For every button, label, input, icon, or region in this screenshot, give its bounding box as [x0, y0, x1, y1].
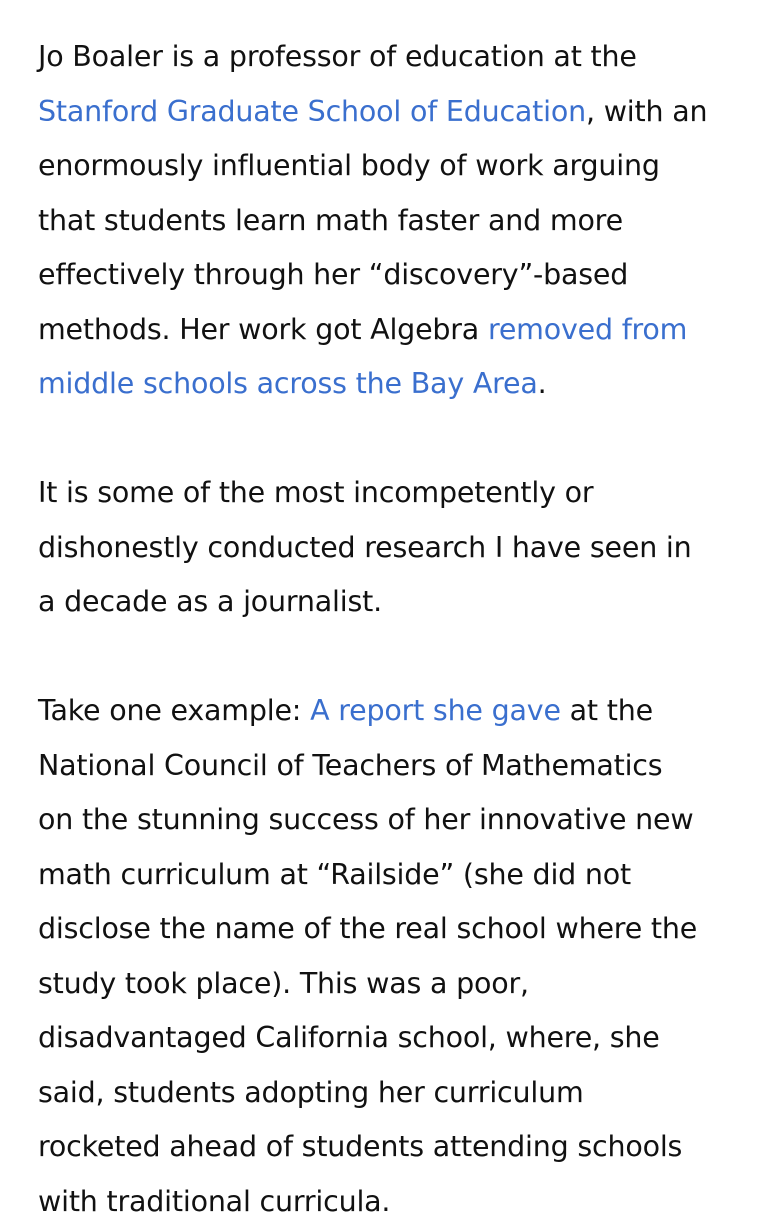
text-line: effectively through her “discovery”-based	[38, 248, 758, 303]
text-line: rocketed ahead of students attending schools	[38, 1120, 758, 1175]
text-fragment: Take one example:	[38, 694, 310, 727]
text-fragment: at the	[561, 694, 653, 727]
link-removed-from-middle-schools-cont[interactable]: middle schools across the Bay Area	[38, 367, 538, 400]
text-line: that students learn math faster and more	[38, 194, 758, 249]
text-line: said, students adopting her curriculum	[38, 1066, 758, 1121]
link-removed-from-middle-schools[interactable]: removed from	[488, 313, 687, 346]
text-line	[38, 684, 758, 739]
text-line: enormously influential body of work arguing	[38, 139, 758, 194]
paragraph-intro	[38, 30, 758, 412]
text-line	[38, 85, 758, 140]
paragraph-critique	[38, 466, 758, 630]
text-fragment: .	[538, 367, 547, 400]
paragraph-example	[38, 684, 758, 1229]
text-line: on the stunning success of her innovative new	[38, 793, 758, 848]
link-report-she-gave[interactable]: A report she gave	[310, 694, 561, 727]
text-line: National Council of Teachers of Mathematics	[38, 739, 758, 794]
text-line: study took place). This was a poor,	[38, 957, 758, 1012]
text-line: math curriculum at “Railside” (she did not	[38, 848, 758, 903]
link-stanford-gse[interactable]: Stanford Graduate School of Education	[38, 95, 586, 128]
text-line: disclose the name of the real school where the	[38, 902, 758, 957]
text-fragment: methods. Her work got Algebra	[38, 313, 488, 346]
text-line: disadvantaged California school, where, she	[38, 1011, 758, 1066]
text-line	[38, 303, 758, 358]
text-line: a decade as a journalist.	[38, 575, 758, 630]
text-line: dishonestly conducted research I have seen in	[38, 521, 758, 576]
text-line: It is some of the most incompetently or	[38, 466, 758, 521]
text-line: with traditional curricula.	[38, 1175, 758, 1229]
text-fragment: , with an	[586, 95, 707, 128]
article-body	[38, 30, 758, 1229]
text-line: Jo Boaler is a professor of education at the	[38, 30, 758, 85]
text-line	[38, 357, 758, 412]
